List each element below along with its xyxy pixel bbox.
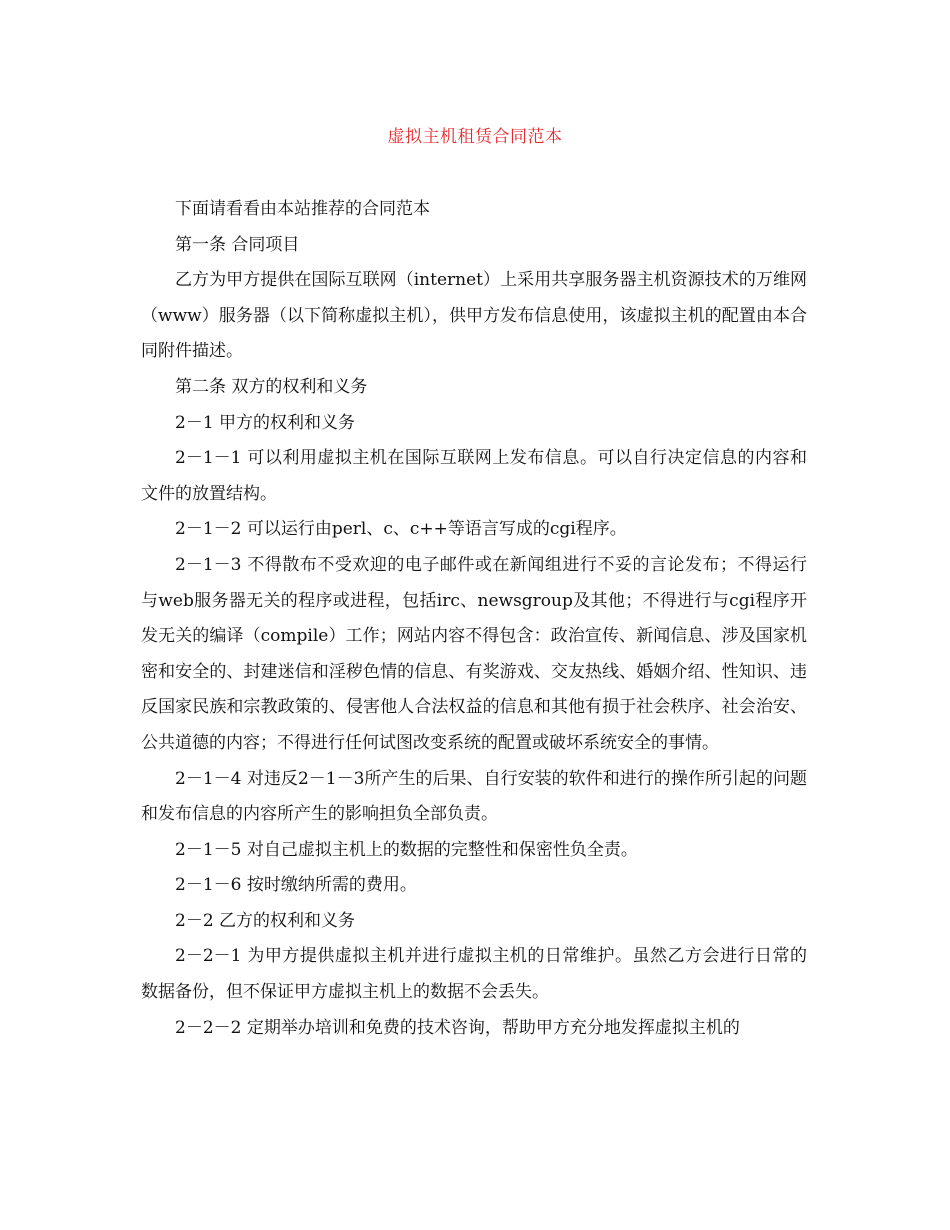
paragraph-clause-2-2-2: 2－2－2 定期举办培训和免费的技术咨询，帮助甲方充分地发挥虚拟主机的 <box>175 1017 740 1038</box>
paragraph-article-1-body: 乙方为甲方提供在国际互联网（internet）上采用共享服务器主机资源技术的万维网（www）服务器（以下简称虚拟主机），供甲方发布信息使用，该虚拟主机的配置由本合同附件描述。 <box>141 270 807 362</box>
paragraph-clause-2-1-1: 2－1－1 可以利用虚拟主机在国际互联网上发布信息。可以自行决定信息的内容和文件的放置结构。 <box>141 448 807 504</box>
paragraph-clause-2-2-1: 2－2－1 为甲方提供虚拟主机并进行虚拟主机的日常维护。虽然乙方会进行日常的数据备份，但不保证甲方虚拟主机上的数据不会丢失。 <box>141 946 807 1003</box>
paragraph-clause-2-1-3: 2－1－3 不得散布不受欢迎的电子邮件或在新闻组进行不妥的言论发布；不得运行与web服务器无关的程序或进程，包括irc、newsgroup及其他；不得进行与cgi程序开发无关的编译（compile）工作；网站内容不得包含：政治宣传、新闻信息、涉及国家机密和安全的、封建迷信和淫秽色情的信息、有奖游戏、交友热线、婚姻介绍、性知识、违反国家民族和宗教政策的、侵害他人合法权益的信息和其他有损于社会秩序、社会治安、公共道德的内容；不得进行任何试图改变系统的配置或破坏系统安全的事情。 <box>141 554 807 753</box>
document-body <box>141 192 807 1046</box>
document-title: 虚拟主机租赁合同范本 <box>387 127 563 147</box>
paragraph-article-2-heading: 第二条 双方的权利和义务 <box>175 376 368 397</box>
paragraph-clause-2-1-6: 2－1－6 按时缴纳所需的费用。 <box>175 875 417 896</box>
paragraph-clause-2-1-4: 2－1－4 对违反2－1－3所产生的后果、自行安装的软件和进行的操作所引起的问题和发布信息的内容所产生的影响担负全部负责。 <box>141 768 807 825</box>
paragraph-clause-2-1-5: 2－1－5 对自己虚拟主机上的数据的完整性和保密性负全责。 <box>175 839 638 860</box>
paragraph-clause-2-1-2: 2－1－2 可以运行由perl、c、c++等语言写成的cgi程序。 <box>175 519 627 540</box>
paragraph-section-2-2-heading: 2－2 乙方的权利和义务 <box>175 910 356 931</box>
paragraph-section-2-1-heading: 2－1 甲方的权利和义务 <box>175 412 356 433</box>
paragraph-article-1-heading: 第一条 合同项目 <box>175 234 300 255</box>
paragraph-intro: 下面请看看由本站推荐的合同范本 <box>175 199 430 219</box>
